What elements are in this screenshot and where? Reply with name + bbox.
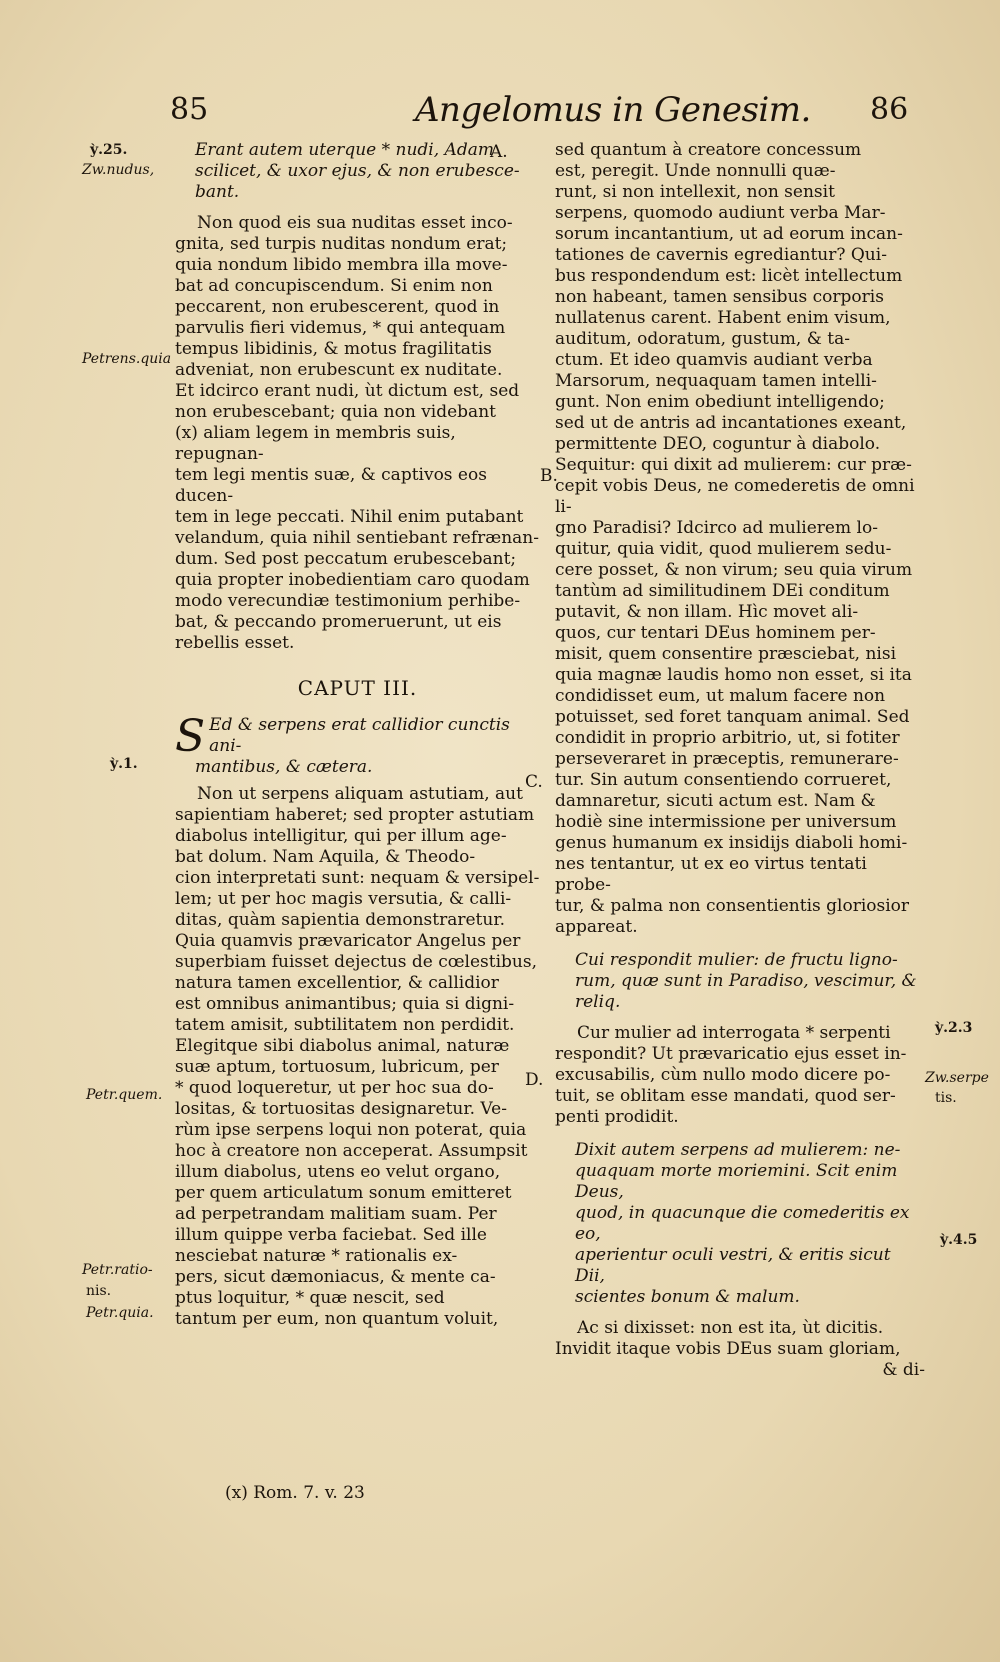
text-line: serpens, quomodo audiunt verba Mar- (555, 203, 886, 223)
text-line: velandum, quia nihil sentiebant refrænan- (175, 528, 539, 548)
text-line: peccarent, non erubescerent, quod in (175, 297, 500, 317)
text-line: tantùm ad similitudinem DEi conditum (555, 581, 890, 601)
text-line: genus humanum ex insidijs diaboli homi- (555, 833, 908, 853)
text-line: aperientur oculi vestri, & eritis sicut Dii, (575, 1245, 891, 1286)
margin-note-petr-ratio: Petr.ratio- (82, 1262, 153, 1278)
margin-note-petrens-quia: Petrens.quia (82, 351, 172, 367)
text-line: hoc à creatore non acceperat. Assumpsit (175, 1141, 528, 1161)
text-line: sed ut de antris ad incantationes exeant, (555, 413, 907, 433)
verse-marker-25: ỳ.25. (90, 142, 128, 158)
text-line: nullatenus carent. Habent enim visum, (555, 308, 891, 328)
margin-note-petr-quia: Petr.quia. (86, 1305, 154, 1321)
text-line: tantum per eum, non quantum voluit, (175, 1309, 499, 1329)
text-line: sorum incantantium, ut ad eorum incan- (555, 224, 903, 244)
verse-marker-4-5: ỳ.4.5 (940, 1232, 978, 1248)
text-line: reliq. (575, 992, 621, 1012)
text-line: Quia quamvis prævaricator Angelus per (175, 931, 521, 951)
text-line: scientes bonum & malum. (575, 1287, 800, 1307)
text-line: cepit vobis Deus, ne comederetis de omni li- (555, 476, 915, 517)
text-line: modo verecundiæ testimonium perhibe- (175, 591, 521, 611)
text-line: superbiam fuisset dejectus de cœlestibus, (175, 952, 537, 972)
text-line: putavit, & non illam. Hìc movet ali- (555, 602, 859, 622)
text-line: Non ut serpens aliquam astutiam, aut (197, 784, 523, 804)
lemma-line: scilicet, & uxor ejus, & non erubesce- (195, 161, 520, 181)
text-line: bat, & peccando promeruerunt, ut eis (175, 612, 502, 632)
text-line: quaquam morte moriemini. Scit enim Deus, (575, 1161, 898, 1202)
text-line: lem; ut per hoc magis versutia, & calli- (175, 889, 512, 909)
catchword: & di- (882, 1360, 925, 1380)
text-line: tempus libidinis, & motus fragilitatis (175, 339, 492, 359)
footnote: (x) Rom. 7. v. 23 (225, 1483, 365, 1503)
text-line: rùm ipse serpens loqui non poterat, quia (175, 1120, 527, 1140)
left-page-number: 85 (170, 92, 209, 127)
text-line: sapientiam haberet; sed propter astutiam (175, 805, 535, 825)
lemma-verse-1 (175, 711, 540, 778)
text-line: Non quod eis sua nuditas esset inco- (197, 213, 513, 233)
text-line: quia nondum libido membra illa move- (175, 255, 508, 275)
text-line: quitur, quia vidit, quod mulierem sedu- (555, 539, 892, 559)
text-line: condidisset eum, ut malum facere non (555, 686, 886, 706)
text-line: per quem articulatum sonum emitteret (175, 1183, 512, 1203)
text-line: respondit? Ut prævaricatio ejus esset in- (555, 1044, 907, 1064)
chapter-heading: CAPUT III. (297, 676, 418, 700)
text-line: ctum. Et ideo quamvis audiant verba (555, 350, 873, 370)
text-line: suæ aptum, tortuosum, lubricum, per (175, 1057, 499, 1077)
text-line: damnaretur, sicuti actum est. Nam & (555, 791, 876, 811)
text-line: ad perpetrandam malitiam suam. Per (175, 1204, 497, 1224)
text-line: * quod loqueretur, ut per hoc sua do- (175, 1078, 494, 1098)
section-letter-c: C. (525, 772, 543, 792)
text-line: quos, cur tentari DEus hominem per- (555, 623, 876, 643)
text-line: sed quantum à creatore concessum (555, 140, 862, 160)
text-line: est, peregit. Unde nonnulli quæ- (555, 161, 836, 181)
text-line: lositas, & tortuositas designaretur. Ve- (175, 1099, 507, 1119)
section-letter-d: D. (525, 1070, 544, 1090)
text-line: cere posset, & non virum; seu quia virum (555, 560, 913, 580)
text-line: est omnibus animantibus; quia si digni- (175, 994, 515, 1014)
text-line: Et idcirco erant nudi, ùt dictum est, sed (175, 381, 520, 401)
text-line: excusabilis, cùm nullo modo dicere po- (555, 1065, 891, 1085)
text-line: Cui respondit mulier: de fructu ligno- (575, 950, 898, 970)
margin-note-zw-nudus: Zw.nudus, (82, 162, 155, 178)
lemma-line: Ed & serpens erat callidior cunctis ani- (209, 715, 510, 756)
margin-note-petr-quem: Petr.quem. (86, 1087, 163, 1103)
text-line: Marsorum, nequaquam tamen intelli- (555, 371, 877, 391)
text-line: Ac si dixisset: non est ita, ùt dicitis. (577, 1318, 884, 1338)
running-title: Angelomus in Genesim. (415, 90, 811, 130)
text-line: Cur mulier ad interrogata * serpenti (577, 1023, 891, 1043)
lemma-line: bant. (195, 182, 240, 202)
paragraph-right-2 (555, 1023, 925, 1128)
text-line: runt, si non intellexit, non sensit (555, 182, 835, 202)
text-line: appareat. (555, 917, 638, 937)
text-line: illum diabolus, utens eo velut organo, (175, 1162, 501, 1182)
text-line: natura tamen excellentior, & callidior (175, 973, 499, 993)
text-line: bat ad concupiscendum. Si enim non (175, 276, 493, 296)
margin-note-nis: nis. (86, 1283, 112, 1299)
text-line: parvulis fieri videmus, * qui antequam (175, 318, 506, 338)
text-line: tem in lege peccati. Nihil enim putabant (175, 507, 524, 527)
page-header (0, 92, 1000, 142)
section-letter-a: A. (490, 142, 508, 162)
paragraph-right-1 (555, 140, 925, 938)
text-line: illum quippe verba faciebat. Sed ille (175, 1225, 487, 1245)
right-column (555, 140, 925, 1381)
text-line: gno Paradisi? Idcirco ad mulierem lo- (555, 518, 878, 538)
text-line: potuisset, sed foret tanquam animal. Sed (555, 707, 910, 727)
verse-marker-2-3: ỳ.2.3 (935, 1020, 973, 1036)
text-line: Elegitque sibi diabolus animal, naturæ (175, 1036, 510, 1056)
text-line: bat dolum. Nam Aquila, & Theodo- (175, 847, 476, 867)
lemma-verse-25 (175, 140, 540, 203)
paragraph-right-3 (555, 1318, 925, 1360)
margin-note-zw-serpentis: Zw.serpe (925, 1070, 989, 1086)
text-line: gnita, sed turpis nuditas nondum erat; (175, 234, 508, 254)
text-line: adveniat, non erubescunt ex nuditate. (175, 360, 503, 380)
text-line: tem legi mentis suæ, & captivos eos ducen- (175, 465, 487, 506)
text-line: ptus loquitur, * quæ nescit, sed (175, 1288, 445, 1308)
text-line: nesciebat naturæ * rationalis ex- (175, 1246, 458, 1266)
text-line: non habeant, tamen sensibus corporis (555, 287, 884, 307)
paragraph-left-2 (175, 784, 540, 1330)
text-line: tuit, se oblitam esse mandati, quod ser- (555, 1086, 896, 1106)
lemma-line: mantibus, & cætera. (195, 757, 373, 777)
text-line: permittente DEO, coguntur à diabolo. (555, 434, 881, 454)
text-line: Invidit itaque vobis DEus suam gloriam, (555, 1339, 901, 1359)
text-line: nes tentantur, ut ex eo virtus tentati probe- (555, 854, 867, 895)
text-line: tur, & palma non consentientis gloriosior (555, 896, 910, 916)
text-line: condidit in proprio arbitrio, ut, si fotiter (555, 728, 900, 748)
text-line: Sequitur: qui dixit ad mulierem: cur præ- (555, 455, 912, 475)
text-line: quia propter inobedientiam caro quodam (175, 570, 530, 590)
right-page-number: 86 (870, 92, 909, 127)
left-column (175, 140, 540, 1330)
text-line: bus respondendum est: licèt intellectum (555, 266, 903, 286)
text-line: hodiè sine intermissione per universum (555, 812, 897, 832)
margin-note-tis: tis. (935, 1090, 957, 1106)
text-line: tur. Sin autum consentiendo corrueret, (555, 770, 892, 790)
text-line: quia magnæ laudis homo non esset, si ita (555, 665, 912, 685)
lemma-verse-2-3 (555, 950, 925, 1013)
text-line: dum. Sed post peccatum erubescebant; (175, 549, 517, 569)
text-line: pers, sicut dæmoniacus, & mente ca- (175, 1267, 496, 1287)
text-line: misit, quem consentire præsciebat, nisi (555, 644, 897, 664)
section-letter-b: B. (540, 466, 558, 486)
text-line: rum, quæ sunt in Paradiso, vescimur, & (575, 971, 917, 991)
text-line: (x) aliam legem in membris suis, repugnan- (175, 423, 456, 464)
text-line: perseveraret in præceptis, remunerare- (555, 749, 899, 769)
text-line: tatem amisit, subtilitatem non perdidit. (175, 1015, 515, 1035)
text-line: penti prodidit. (555, 1107, 679, 1127)
text-line: auditum, odoratum, gustum, & ta- (555, 329, 850, 349)
text-line: non erubescebant; quia non videbant (175, 402, 496, 422)
text-line: diabolus intelligitur, qui per illum age- (175, 826, 507, 846)
text-line: gunt. Non enim obediunt intelligendo; (555, 392, 885, 412)
text-line: rebellis esset. (175, 633, 295, 653)
lemma-line: Erant autem uterque * nudi, Adam (195, 140, 494, 160)
lemma-verse-4-5 (555, 1140, 925, 1308)
text-line: cion interpretati sunt: nequam & versipel- (175, 868, 540, 888)
text-line: Dixit autem serpens ad mulierem: ne- (575, 1140, 901, 1160)
drop-cap: S (175, 711, 206, 762)
text-line: ditas, quàm sapientia demonstraretur. (175, 910, 505, 930)
text-line: quod, in quacunque die comederitis ex eo, (575, 1203, 910, 1244)
text-line: tationes de cavernis egrediantur? Qui- (555, 245, 887, 265)
paragraph-left-1 (175, 213, 540, 654)
verse-marker-1: ỳ.1. (110, 756, 138, 772)
